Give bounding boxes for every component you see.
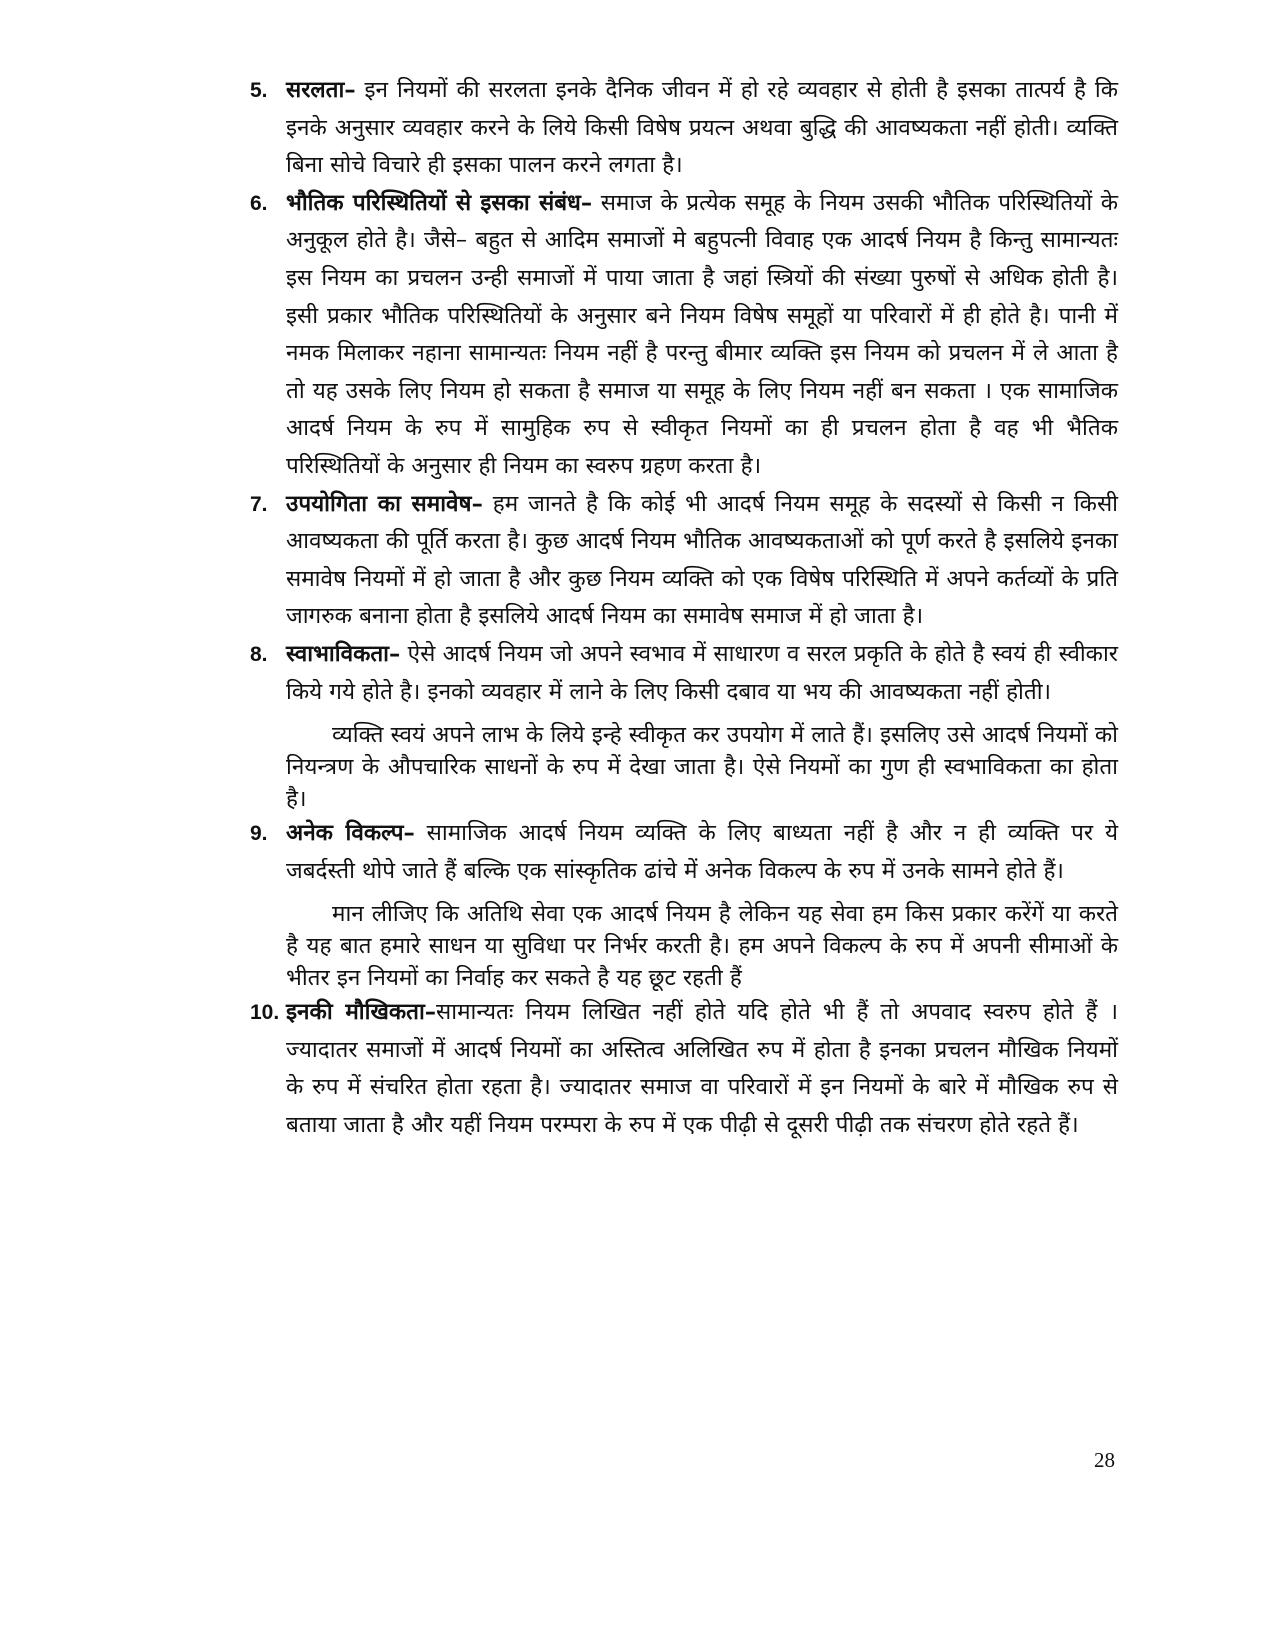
item-extra-paragraph: मान लीजिए कि अतिथि सेवा एक आदर्ष नियम है लेकिन यह सेवा हम किस प्रकार करेंगें या करते है यह बात हमारे साधन या सुविधा पर निर्भर करती है। हम अपने विकल्प के रुप में अपनी सीमाओं के भीतर इन नियमों का निर्वाह कर सकते है यह छूट रहती हैं xyxy=(286,901,1118,992)
item-number: 9. xyxy=(250,822,268,846)
item-text: समाज के प्रत्येक समूह के नियम उसकी भौतिक परिस्थितियों के अनुकूल होते है। जैसे– बहुत से आदिम समाजों मे बहुपत्नी विवाह एक आदर्ष नियम है किन्तु सामान्यतः इस नियम का प्रचलन उन्ही समाजों में पाया जाता है जहां स्त्रियों की संख्या पुरुषों से अधिक होती है। इसी प्रकार भौतिक परिस्थितियों के अनुसार बने नियम विषेष समूहों या परिवारों में ही होते है। पानी में नमक मिलाकर नहाना सामान्यतः नियम नहीं है परन्तु बीमार व्यक्ति इस नियम को प्रचलन में ले आता है तो यह उसके लिए नियम हो सकता है समाज या समूह के लिए नियम नहीं बन सकता । एक सामाजिक आदर्ष नियम के रुप में सामुहिक रुप से स्वीकृत नियमों का ही प्रचलन होता है वह भी भैतिक परिस्थितियों के अनुसार ही नियम का स्वरुप ग्रहण करता है। xyxy=(286,189,1118,479)
item-paragraph xyxy=(286,994,1118,1144)
item-heading: भौतिक परिस्थितियों से इसका संबंध– xyxy=(286,189,593,216)
item-heading: स्वाभाविकता– xyxy=(286,640,401,667)
item-heading: सरलता– xyxy=(286,77,356,103)
item-paragraph xyxy=(286,636,1118,711)
item-heading: इनकी मौखिकता– xyxy=(286,999,437,1026)
item-body xyxy=(286,815,1118,994)
item-heading: अनेक विकल्प– xyxy=(286,820,415,847)
item-text: सामाजिक आदर्ष नियम व्यक्ति के लिए बाध्यता नहीं है और न ही व्यक्ति पर ये जबर्दस्ती थोपे जाते हैं बल्कि एक सांस्कृतिक ढांचे में अनेक विकल्प के रुप में उनके सामने होते हैं। xyxy=(286,820,1118,884)
item-paragraph xyxy=(286,486,1118,636)
item-heading: उपयोगिता का समावेष– xyxy=(286,490,483,517)
item-text: हम जानते है कि कोई भी आदर्ष नियम समूह के सदस्यों से किसी न किसी आवष्यकता की पूर्ति करता है। कुछ आदर्ष नियम भौतिक आवष्यकताओं को पूर्ण करते है इसलिये इनका समावेष नियमों में हो जाता है और कुछ नियम व्यक्ति को एक विषेष परिस्थिति में अपने कर्तव्यों के प्रति जागरुक बनाना होता है इसलिये आदर्ष नियम का समावेष समाज में हो जाता है। xyxy=(286,490,1119,630)
item-number: 8. xyxy=(250,642,268,666)
item-text: ऐसे आदर्ष नियम जो अपने स्वभाव में साधारण व सरल प्रकृति के होते है स्वयं ही स्वीकार किये गये होते है। इनको व्यवहार में लाने के लिए किसी दबाव या भय की आवष्यकता नहीं होती। xyxy=(286,640,1118,705)
item-body xyxy=(286,185,1118,486)
item-body xyxy=(286,994,1118,1144)
item-paragraph xyxy=(286,815,1118,890)
list-item xyxy=(250,994,1118,1144)
item-paragraph xyxy=(286,72,1118,185)
list-item xyxy=(250,815,1118,994)
item-text: इन नियमों की सरलता इनके दैनिक जीवन में हो रहे व्यवहार से होती है इसका तात्पर्य है कि इनके अनुसार व्यवहार करने के लिये किसी विषेष प्रयत्न अथवा बुद्धि की आवष्यकता नहीं होती। व्यक्ति बिना सोचे विचारे ही इसका पालन करने लगता है। xyxy=(286,77,1118,179)
item-body xyxy=(286,636,1118,815)
item-paragraph xyxy=(286,185,1118,486)
item-list xyxy=(250,72,1118,1145)
item-number: 5. xyxy=(250,79,268,102)
item-body xyxy=(286,486,1118,636)
item-number: 10. xyxy=(250,1001,280,1025)
list-item xyxy=(250,486,1118,636)
list-item xyxy=(250,185,1118,486)
item-extra-paragraph: व्यक्ति स्वयं अपने लाभ के लिये इन्हे स्वीकृत कर उपयोग में लाते हैं। इसलिए उसे आदर्ष नियमों को नियन्त्रण के औपचारिक साधनों के रुप में देखा जाता है। ऐसे नियमों का गुण ही स्वभाविकता का होता है। xyxy=(286,722,1118,813)
list-item xyxy=(250,72,1118,185)
item-number: 6. xyxy=(250,191,268,215)
item-text: सामान्यतः नियम लिखित नहीं होते यदि होते भी हैं तो अपवाद स्वरुप होते हैं । ज्यादातर समाजों में आदर्ष नियमों का अस्तित्व अलिखित रुप में होता है इनका प्रचलन मौखिक नियमों के रुप में संचरित होता रहता है। ज्यादातर समाज वा परिवारों में इन नियमों के बारे में मौखिक रुप से बताया जाता है और यहीं नियम परम्परा के रुप में एक पीढ़ी से दूसरी पीढ़ी तक संचरण होते रहते हैं। xyxy=(286,999,1118,1139)
item-number: 7. xyxy=(250,492,268,516)
page-number: 28 xyxy=(1094,1448,1115,1472)
list-item xyxy=(250,636,1118,815)
item-body xyxy=(286,72,1118,185)
